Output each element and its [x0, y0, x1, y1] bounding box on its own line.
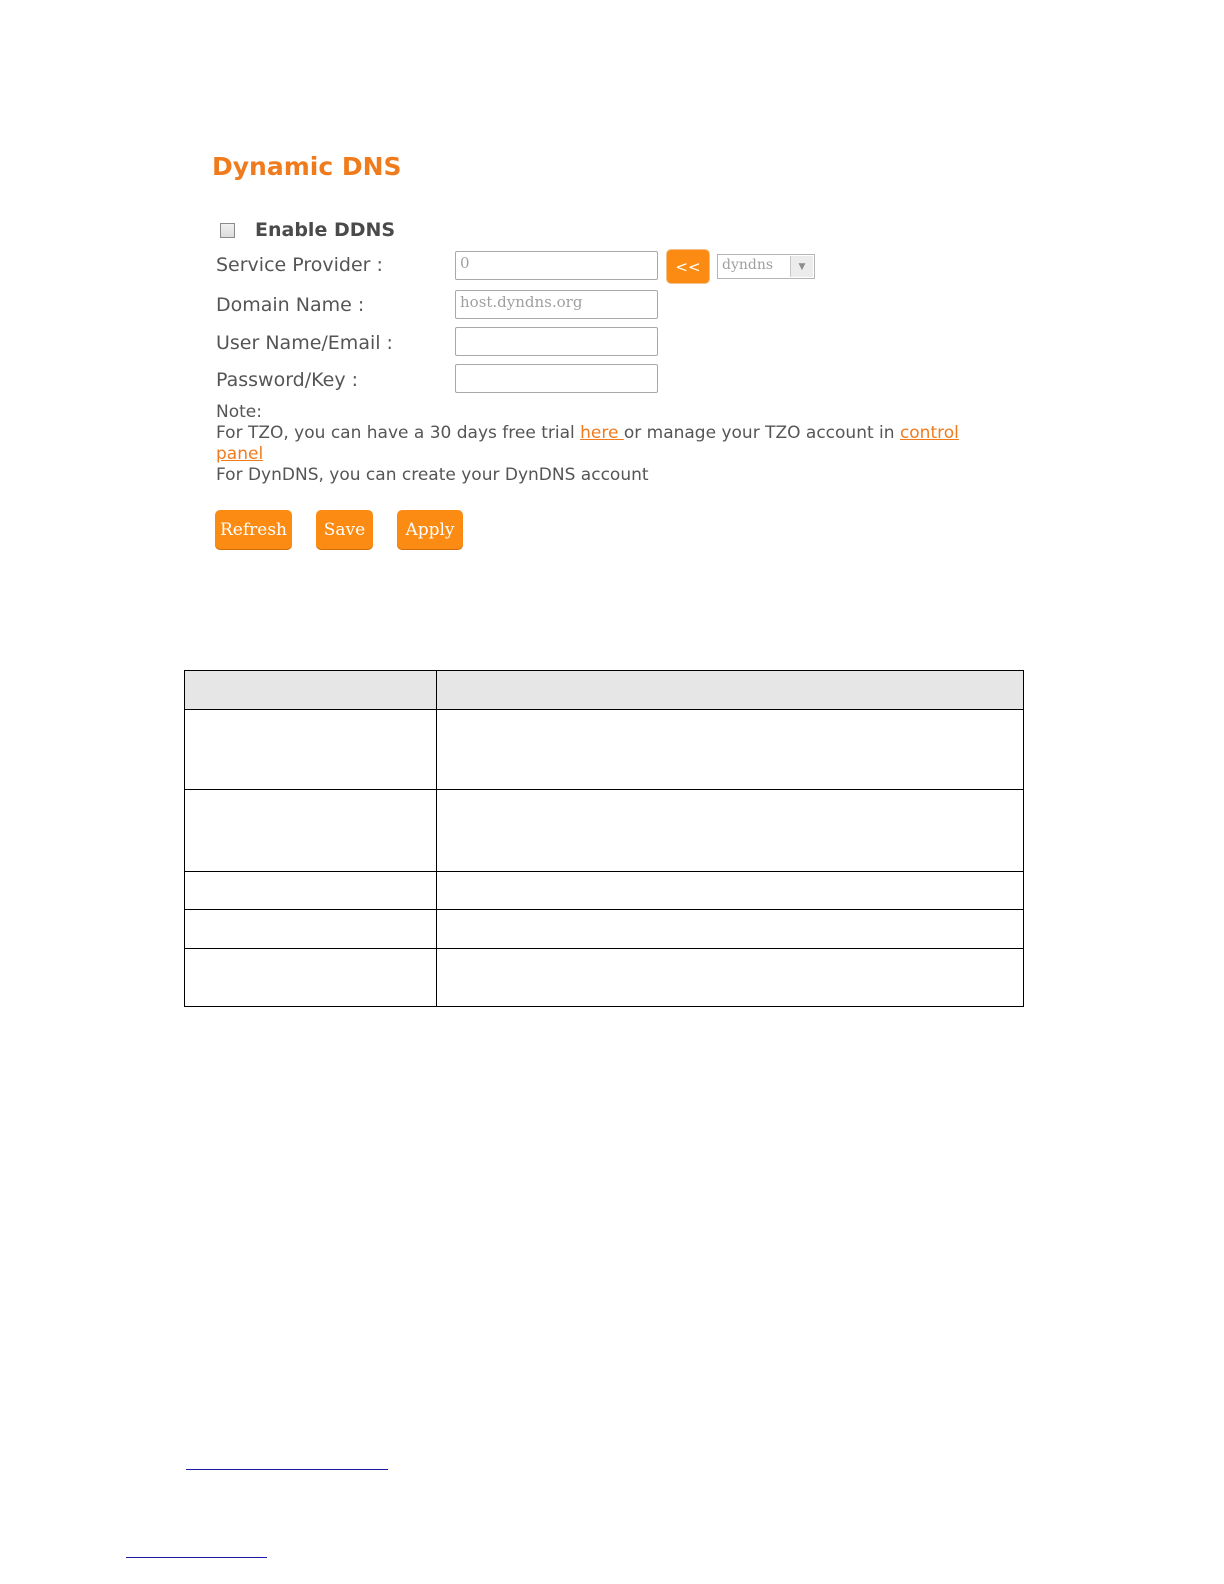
- footnote-separator: [186, 1469, 388, 1470]
- password-input[interactable]: [455, 364, 658, 393]
- table-row: [185, 710, 1024, 790]
- table-header-row: [185, 671, 1024, 710]
- footnote-separator-2: [126, 1557, 267, 1558]
- table-row: [185, 949, 1024, 1007]
- enable-ddns-row: [220, 218, 395, 242]
- description-table: [184, 670, 1024, 1007]
- table-row: [185, 872, 1024, 910]
- control-panel-link[interactable]: control: [899, 423, 959, 443]
- table-header-cell: [437, 671, 1024, 710]
- enable-ddns-label: Enable DDNS: [255, 219, 396, 241]
- note-block: [216, 402, 976, 486]
- apply-button[interactable]: Apply: [397, 510, 463, 549]
- user-name-input[interactable]: [455, 327, 658, 356]
- enable-ddns-checkbox[interactable]: [220, 223, 235, 238]
- note-heading: Note:: [216, 402, 262, 422]
- user-name-label: User Name/Email :: [216, 332, 393, 354]
- domain-name-input[interactable]: host.dyndns.org: [455, 290, 658, 319]
- save-button[interactable]: Save: [316, 510, 373, 549]
- table-cell: [185, 910, 437, 949]
- note-dyndns-line: For DynDNS, you can create your DynDNS account: [216, 465, 649, 485]
- control-panel-link-continued[interactable]: panel: [216, 444, 264, 464]
- table-header-cell: [185, 671, 437, 710]
- note-tzo-prefix: For TZO, you can have a 30 days free trial: [216, 423, 581, 443]
- table-cell: [185, 710, 437, 790]
- password-label: Password/Key :: [216, 369, 359, 391]
- table-cell: [185, 949, 437, 1007]
- note-tzo-middle: or manage your TZO account in: [623, 423, 900, 443]
- copy-provider-button[interactable]: <<: [667, 250, 709, 283]
- page-title: Dynamic DNS: [212, 152, 402, 181]
- table-cell: [437, 710, 1024, 790]
- note-tzo-line-2: [216, 444, 976, 465]
- table-cell: [437, 790, 1024, 872]
- service-provider-select[interactable]: [717, 254, 815, 279]
- table-cell: [437, 872, 1024, 910]
- table-cell: [437, 949, 1024, 1007]
- table-cell: [437, 910, 1024, 949]
- table-cell: [185, 872, 437, 910]
- service-provider-input[interactable]: 0: [455, 251, 658, 280]
- chevron-down-icon: ▼: [790, 256, 813, 277]
- table-row: [185, 790, 1024, 872]
- service-provider-label: Service Provider :: [216, 254, 383, 276]
- tzo-trial-link[interactable]: here: [580, 423, 624, 443]
- note-tzo-line: [216, 423, 976, 444]
- table-row: [185, 910, 1024, 949]
- ddns-panel: [212, 148, 1012, 568]
- service-provider-select-value: dyndns: [722, 257, 774, 273]
- table-cell: [185, 790, 437, 872]
- refresh-button[interactable]: Refresh: [215, 510, 292, 549]
- domain-name-label: Domain Name :: [216, 294, 365, 316]
